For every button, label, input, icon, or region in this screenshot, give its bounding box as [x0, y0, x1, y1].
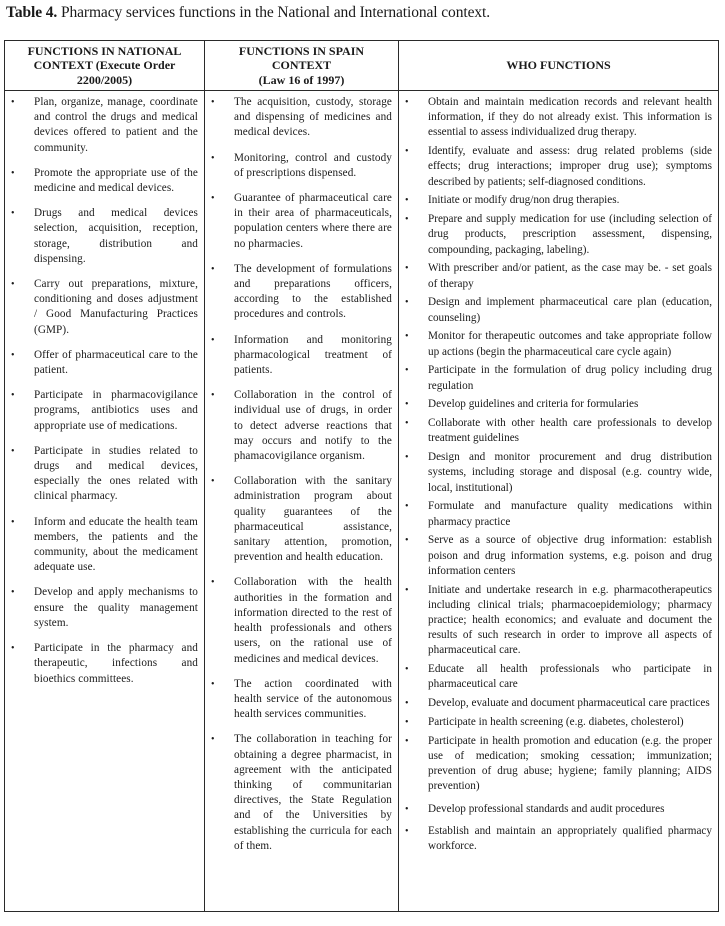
list-item [5, 585, 198, 631]
table-body-row [5, 91, 719, 912]
list-item [5, 444, 198, 505]
list-item-text: Carry out preparations, mixture, conditioning and doses adjustment / Good Manufacturing Practices (GMP). [34, 278, 198, 336]
bullet-icon: • [11, 516, 15, 528]
list-item [205, 388, 392, 464]
bullet-icon: • [405, 825, 409, 837]
bullet-icon: • [405, 584, 409, 596]
bullet-icon: • [405, 698, 409, 710]
list-item [399, 95, 712, 141]
bullet-icon: • [11, 445, 15, 457]
list-item [399, 144, 712, 190]
bullet-icon: • [405, 717, 409, 729]
header-national-line1: FUNCTIONS IN NATIONAL [27, 43, 182, 58]
list-item-text: Information and monitoring pharmacological treatment of patients. [234, 333, 392, 377]
bullet-icon: • [405, 803, 409, 815]
bullet-icon: • [405, 365, 409, 377]
list-item-text: Obtain and maintain medication records and relevant health information, if they do not already exist. This information is essential to assess individualized drug therapy. [428, 96, 712, 139]
bullet-icon: • [405, 535, 409, 547]
bullet-icon: • [11, 97, 15, 108]
list-item-text: Develop and apply mechanisms to ensure the quality management system. [34, 586, 198, 629]
list-item-text: Guarantee of pharmaceutical care in their area of pharmaceuticals, population centers where there are no pharmacies. [234, 192, 392, 250]
list-item-text: Participate in health promotion and education (e.g. the proper use of medication; smoking cessation; immunization; prevention of drug abuse; hygiene; family planning; AIDS prevention) [428, 734, 712, 793]
list-item [5, 348, 198, 378]
header-spain-line2: CONTEXT [271, 58, 332, 73]
bullet-icon: • [405, 97, 409, 108]
list-item-text: Participate in pharmacovigilance programs, antibiotics uses and appropriate use of medications. [34, 389, 198, 432]
bullet-icon: • [405, 399, 409, 411]
bullet-icon: • [405, 263, 409, 275]
list-item [399, 734, 712, 795]
list-item [5, 515, 198, 576]
bullet-icon: • [405, 195, 409, 207]
list-item-text: Develop guidelines and criteria for formularies [428, 398, 639, 411]
caption-label: Table 4. [6, 4, 58, 21]
bullet-icon: • [11, 208, 15, 220]
list-item-text: Initiate and undertake research in e.g. pharmacotherapeutics including clinical trials; pharmacoepidemiology; pharmacy practice; health economics; and evaluate and document the results of such research in order to improve all aspects of pharmaceutical care. [428, 583, 712, 657]
list-item-text: Plan, organize, manage, coordinate and control the drugs and medical devices offered to patient and the community. [34, 96, 198, 154]
list-item-text: Develop, evaluate and document pharmaceutical care practices [428, 697, 710, 710]
bullet-icon: • [405, 331, 409, 343]
header-national-line3: 2200/2005) [76, 72, 133, 87]
list-item-text: The acquisition, custody, storage and dispensing of medicines and medical devices. [234, 96, 392, 139]
list-item-text: Formulate and manufacture quality medications within pharmacy practice [428, 500, 712, 528]
list-item [5, 166, 198, 196]
list-item [205, 151, 392, 181]
list-item-text: Collaboration with the health authorities in the formation and information directed to the rest of health professionals and others users, on the rational use of medicines and medical devices. [234, 576, 392, 665]
list-item [205, 333, 392, 379]
list-item-text: Participate in studies related to drugs and medical devices, especially the ones related with clinical pharmacy. [34, 444, 198, 503]
list-item-text: Promote the appropriate use of the medicine and medical devices. [34, 166, 198, 195]
bullet-icon: • [211, 577, 215, 589]
bullet-icon: • [211, 476, 215, 488]
bullet-icon: • [211, 390, 215, 402]
list-item-text: Prepare and supply medication for use (including selection of drug products, prescription assessment, dispensing, compounding, packaging, labeling). [428, 213, 712, 256]
list-item-text: Identify, evaluate and assess: drug related problems (side effects; drug interactions; improper drug use); symptoms described by patients; self-diagnosed conditions. [428, 145, 712, 188]
list-item-text: Serve as a source of objective drug information: establish poison and drug information systems, e.g. poison and drug information centers [428, 534, 712, 577]
bullet-icon: • [211, 152, 215, 164]
bullet-icon: • [11, 279, 15, 291]
pharmacy-functions-table [4, 40, 719, 912]
list-item-text: Collaboration in the control of individual use of drugs, in order to detect adverse reactions that may occurs and notify to the phamacovigilance organism. [234, 389, 392, 463]
list-item [205, 262, 392, 323]
who-functions-cell [399, 91, 719, 912]
caption-text: Pharmacy services functions in the National and International context. [57, 4, 490, 21]
list-item [399, 824, 712, 854]
who-functions-list [399, 91, 718, 854]
list-item-text: The collaboration in teaching for obtaining a degree pharmacist, in agreement with the anticipated thinking of communitarian directives, the State Regulation and of the Universities by establishing the curricula for each of them. [234, 733, 392, 852]
list-item [399, 295, 712, 325]
list-item [399, 802, 712, 817]
list-item-text: Inform and educate the health team members, the patients and the community, about the medicament adequate use. [34, 515, 198, 574]
list-item-text: The action coordinated with health service of the autonomous health services communities. [234, 677, 392, 721]
list-item [399, 533, 712, 579]
list-item-text: Monitoring, control and custody of prescriptions dispensed. [234, 151, 392, 179]
header-who-line1: WHO FUNCTIONS [506, 58, 611, 73]
header-national [5, 41, 205, 91]
list-item [205, 191, 392, 252]
header-spain [205, 41, 399, 91]
bullet-icon: • [211, 193, 215, 205]
list-item [399, 715, 712, 730]
list-item-text: Monitor for therapeutic outcomes and take appropriate follow up actions (begin the pharmaceutical care cycle again) [428, 330, 712, 358]
list-item [399, 212, 712, 258]
bullet-icon: • [11, 643, 15, 655]
bullet-icon: • [211, 97, 215, 108]
header-who [399, 41, 719, 91]
list-item [399, 662, 712, 692]
list-item [399, 363, 712, 393]
list-item-text: Educate all health professionals who participate in pharmaceutical care [428, 663, 712, 691]
list-item [205, 732, 392, 854]
bullet-icon: • [405, 146, 409, 158]
header-spain-line1: FUNCTIONS IN SPAIN [238, 43, 365, 58]
bullet-icon: • [211, 334, 215, 346]
bullet-icon: • [11, 390, 15, 402]
bullet-icon: • [405, 664, 409, 676]
list-item-text: Collaboration with the sanitary administration program about quality guarantees of the pharmaceutical assistance, sanitary attention, promotion, prevention and health education. [234, 475, 392, 564]
list-item-text: Initiate or modify drug/non drug therapies. [428, 194, 620, 207]
bullet-icon: • [11, 167, 15, 179]
list-item [399, 397, 712, 412]
list-item [399, 329, 712, 359]
list-item [205, 95, 392, 141]
list-item-text: Participate in health screening (e.g. diabetes, cholesterol) [428, 716, 684, 729]
bullet-icon: • [405, 297, 409, 309]
list-item-text: Participate in the pharmacy and therapeutic, infections and bioethics committees. [34, 642, 198, 685]
list-item [399, 193, 712, 208]
list-item [399, 450, 712, 496]
spain-functions-list [205, 91, 398, 854]
bullet-icon: • [405, 452, 409, 464]
list-item-text: With prescriber and/or patient, as the case may be. - set goals of therapy [428, 262, 712, 290]
bullet-icon: • [11, 587, 15, 599]
bullet-icon: • [405, 214, 409, 226]
list-item-text: Design and implement pharmaceutical care plan (education, counseling) [428, 296, 712, 324]
table-caption [6, 4, 490, 22]
list-item [399, 416, 712, 446]
spain-functions-cell [205, 91, 399, 912]
list-item-text: Establish and maintain an appropriately qualified pharmacy workforce. [428, 824, 712, 853]
bullet-icon: • [211, 678, 215, 690]
list-item [399, 583, 712, 659]
bullet-icon: • [405, 735, 409, 747]
list-item [205, 677, 392, 723]
list-item-text: Design and monitor procurement and drug distribution systems, including storage and disposal (e.g. country wide, local, institutional) [428, 451, 712, 494]
list-item [5, 277, 198, 338]
list-item [205, 575, 392, 666]
list-item [399, 696, 712, 711]
bullet-icon: • [11, 349, 15, 361]
list-item [5, 641, 198, 687]
table-header-row [5, 41, 719, 91]
list-item [5, 388, 198, 434]
list-item [205, 474, 392, 565]
list-item-text: Offer of pharmaceutical care to the patient. [34, 348, 198, 377]
list-item-text: Develop professional standards and audit procedures [428, 802, 665, 815]
list-item [5, 206, 198, 267]
bullet-icon: • [405, 501, 409, 513]
national-functions-cell [5, 91, 205, 912]
header-spain-line3: (Law 16 of 1997) [258, 72, 345, 87]
national-functions-list [5, 91, 204, 687]
list-item [399, 261, 712, 291]
header-national-line2: CONTEXT (Execute Order [33, 58, 176, 73]
list-item-text: The development of formulations and preparations officers, according to the established procedures and controls. [234, 262, 392, 321]
bullet-icon: • [211, 263, 215, 275]
list-item [399, 499, 712, 529]
list-item-text: Collaborate with other health care professionals to develop treatment guidelines [428, 417, 712, 445]
bullet-icon: • [405, 418, 409, 430]
list-item [5, 95, 198, 156]
bullet-icon: • [211, 734, 215, 746]
list-item-text: Participate in the formulation of drug policy including drug regulation [428, 364, 712, 392]
list-item-text: Drugs and medical devices selection, acquisition, reception, storage, distribution and dispensing. [34, 207, 198, 265]
